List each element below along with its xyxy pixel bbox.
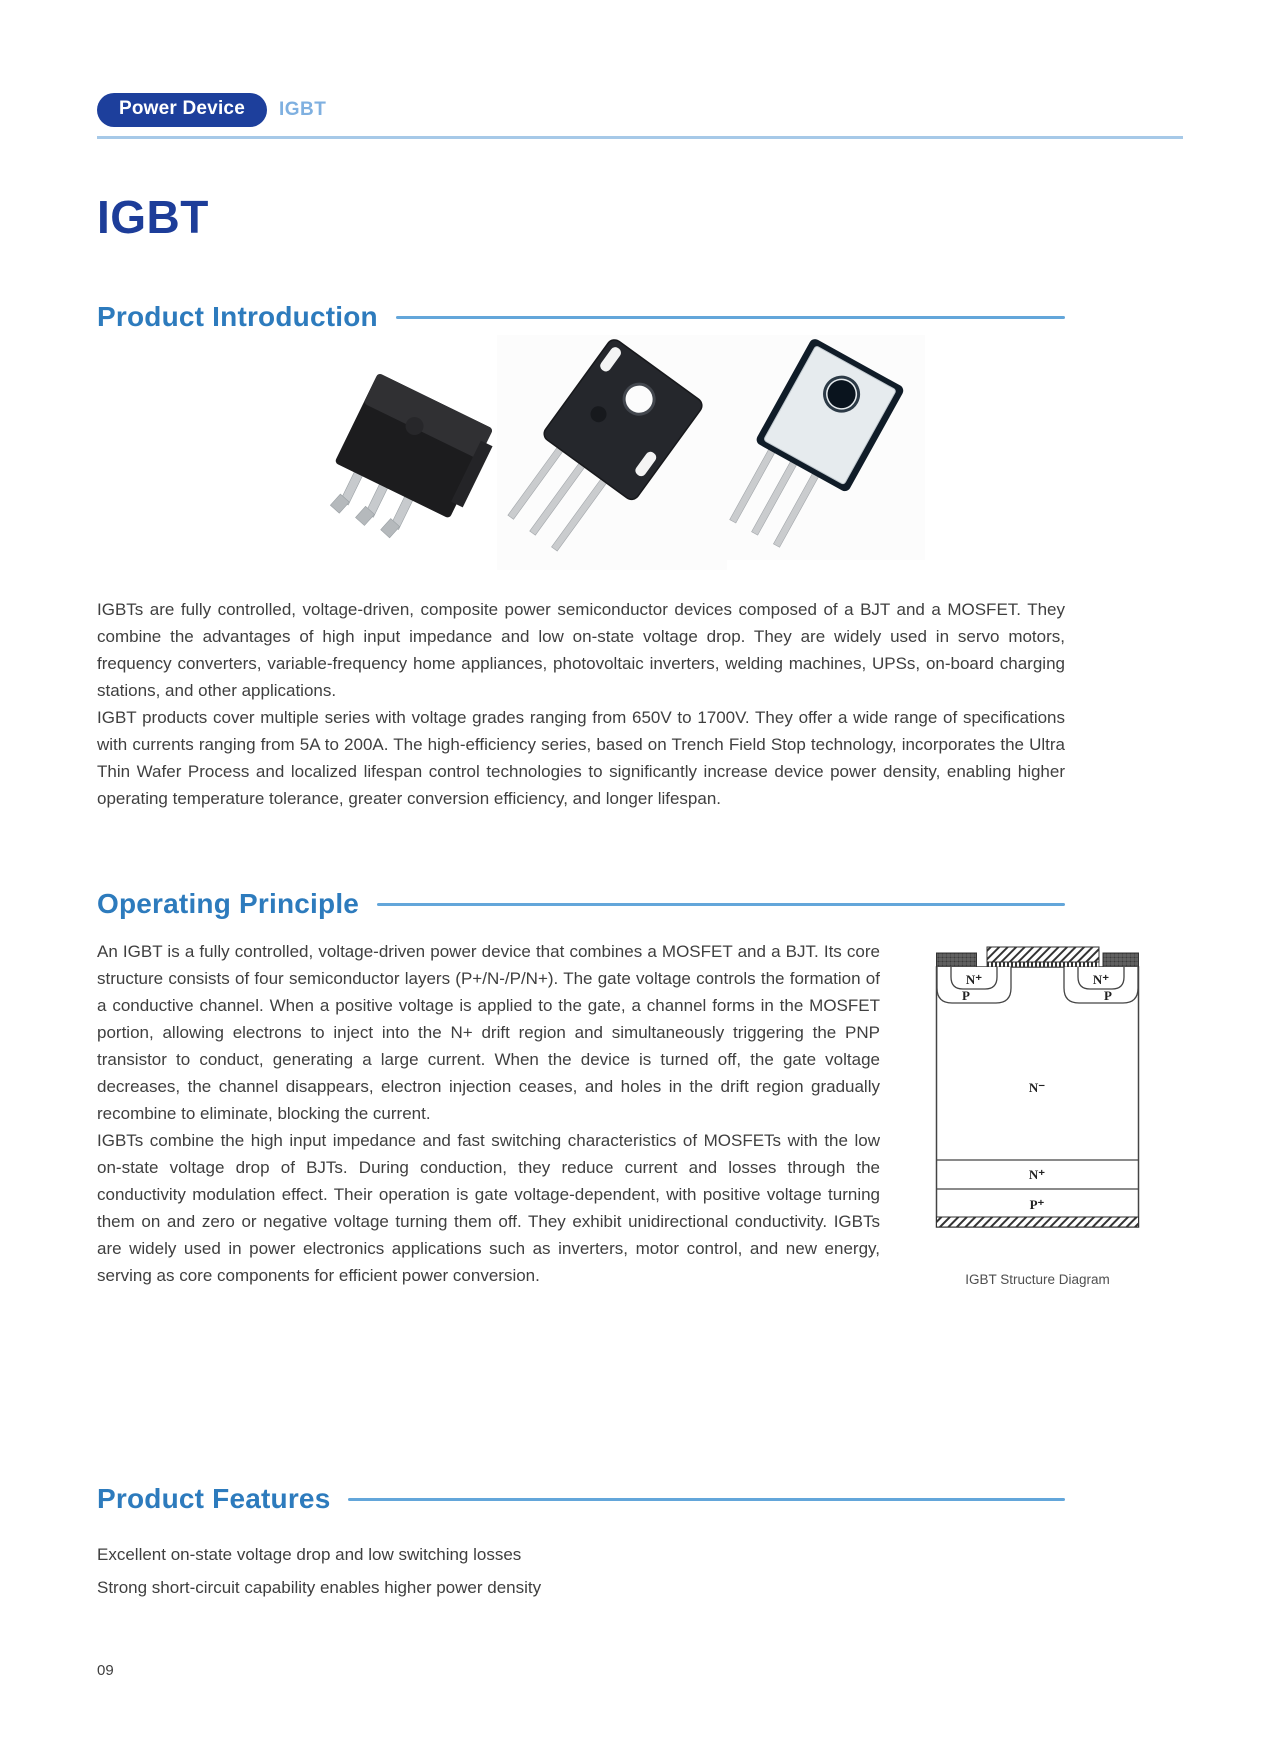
label-p-left: P <box>962 988 970 1003</box>
section-heading-product-features: Product Features <box>97 1483 331 1514</box>
section-heading-product-introduction: Product Introduction <box>97 301 378 332</box>
doc-header <box>97 93 1183 139</box>
product-photo-to263 <box>305 370 515 570</box>
section-rule <box>396 316 1065 319</box>
product-photo-to247-metal <box>705 335 925 560</box>
igbt-structure-svg <box>935 942 1140 1238</box>
header-category-label: IGBT <box>278 99 327 120</box>
label-n-minus-drift: N⁻ <box>1028 1080 1046 1095</box>
label-p-plus-collector: P⁺ <box>1029 1197 1045 1212</box>
to247-package-illustration <box>497 335 727 570</box>
igbt-structure-diagram <box>935 942 1140 1293</box>
principle-paragraph-1: An IGBT is a fully controlled, voltage-driven power device that combines a MOSFET and a BJT. Its core structure consists of four semiconductor layers (P+/N-/P/N+). The gate voltage controls the formation of a conductive channel. When a positive voltage is applied to the gate, a channel forms in the MOSFET portion, allowing electrons to inject into the N+ drift region and simultaneously triggering the PNP transistor to conduct, generating a large current. When the device is turned off, the gate voltage decreases, the channel disappears, electron injection ceases, and holes in the drift region gradually recombine to eliminate, blocking the current. <box>97 942 880 1123</box>
product-photo-to247 <box>497 335 727 570</box>
intro-paragraph-1: IGBTs are fully controlled, voltage-driven, composite power semiconductor devices composed of a BJT and a MOSFET. They combine the advantages of high input impedance and low on-state voltage drop. They are widely used in servo motors, frequency converters, variable-frequency home appliances, photovoltaic inverters, welding machines, UPSs, on-board charging stations, and other applications. <box>97 600 1065 700</box>
label-n-plus-buffer: N⁺ <box>1028 1167 1046 1182</box>
section-heading-operating-principle: Operating Principle <box>97 888 360 919</box>
label-n-plus-right: N⁺ <box>1092 972 1110 987</box>
header-rule <box>97 136 1183 139</box>
features-list <box>97 1538 1065 1604</box>
section-operating-principle-head <box>97 888 1065 920</box>
section-product-features-head <box>97 1483 1065 1515</box>
intro-paragraph-2: IGBT products cover multiple series with voltage grades ranging from 650V to 1700V. They offer a wide range of specifications with currents ranging from 5A to 200A. The high-efficiency series, based on Trench Field Stop technology, incorporates the Ultra Thin Wafer Process and localized lifespan control technologies to significantly increase device power density, enabling higher operating temperature tolerance, greater conversion efficiency, and longer lifespan. <box>97 708 1065 808</box>
to247-metal-package-illustration <box>705 335 925 560</box>
section-rule <box>348 1498 1065 1501</box>
power-device-badge: Power Device <box>97 93 267 127</box>
feature-item-1: Excellent on-state voltage drop and low switching losses <box>97 1545 522 1564</box>
intro-paragraphs <box>97 596 1065 812</box>
product-photos-row <box>97 335 1065 560</box>
section-rule <box>377 903 1065 906</box>
header-row <box>97 93 1183 127</box>
to263-package-illustration <box>305 370 515 570</box>
principle-body <box>97 938 1112 1307</box>
page-title: IGBT <box>97 191 209 243</box>
label-n-plus-left: N⁺ <box>965 972 983 987</box>
section-product-introduction-head <box>97 301 1065 333</box>
label-p-right: P <box>1104 988 1112 1003</box>
page-number: 09 <box>97 1662 114 1679</box>
diagram-caption: IGBT Structure Diagram <box>965 1272 1110 1287</box>
feature-item-2: Strong short-circuit capability enables higher power density <box>97 1578 542 1597</box>
principle-paragraph-2: IGBTs combine the high input impedance and fast switching characteristics of MOSFETs with the low on-state voltage drop of BJTs. During conduction, they reduce current and losses through the conductivity modulation effect. Their operation is gate voltage-dependent, with positive voltage turning them on and zero or negative voltage turning them off. They exhibit unidirectional conductivity. IGBTs are widely used in power electronics applications such as inverters, motor control, and new energy, serving as core components for efficient power conversion. <box>97 1131 880 1285</box>
